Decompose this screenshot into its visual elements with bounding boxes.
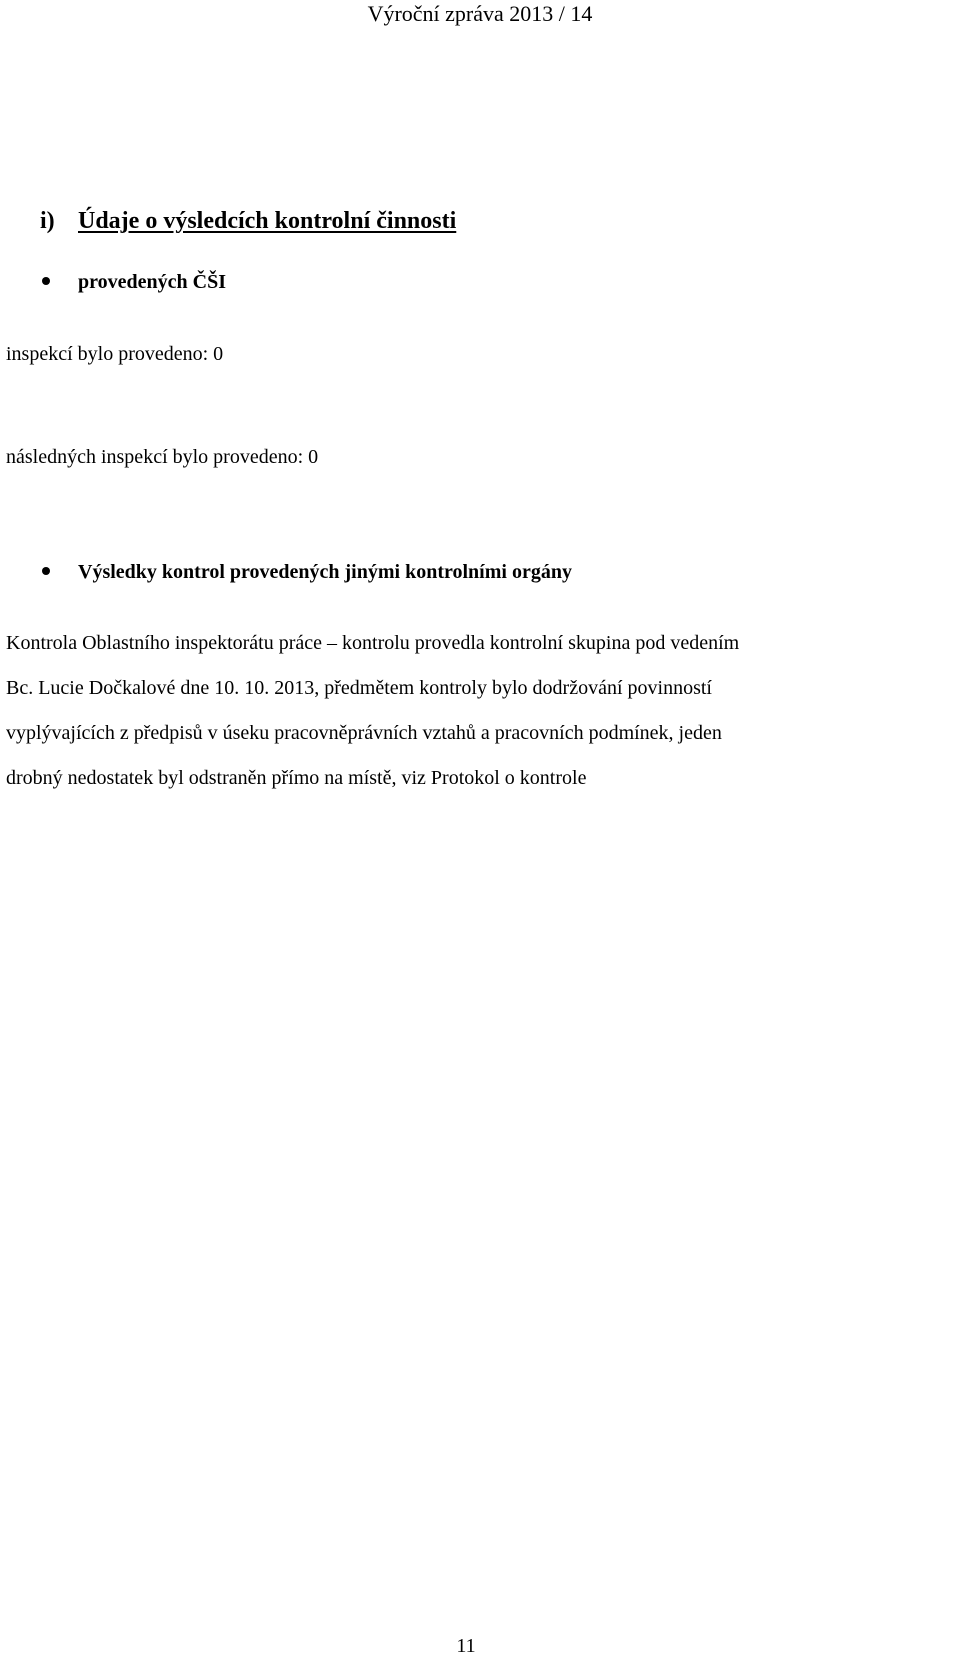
inspection-report-paragraph — [6, 621, 952, 801]
bullet-label: Výsledky kontrol provedených jinými kontrolními orgány — [78, 561, 572, 583]
bullet-item — [42, 271, 226, 294]
bullet-label: provedených ČŠI — [78, 271, 226, 293]
running-header: Výroční zpráva 2013 / 14 — [367, 1, 593, 26]
inspections-count-line: inspekcí bylo provedeno: 0 — [6, 343, 224, 365]
bullet-item — [42, 561, 572, 584]
paragraph-line: Bc. Lucie Dočkalové dne 10. 10. 2013, předmětem kontroly bylo dodržování povinností — [6, 677, 712, 699]
section-title: Údaje o výsledcích kontrolní činnosti — [78, 208, 457, 234]
paragraph-line: Kontrola Oblastního inspektorátu práce – kontrolu provedla kontrolní skupina pod vedením — [6, 632, 740, 654]
section-marker: i) — [40, 208, 55, 234]
section-heading — [40, 208, 456, 235]
follow-up-inspections-line: následných inspekcí bylo provedeno: 0 — [6, 446, 319, 468]
paragraph-line: drobný nedostatek byl odstraněn přímo na místě, viz Protokol o kontrole — [6, 767, 587, 789]
bullet-icon — [42, 567, 50, 575]
paragraph-line: vyplývajících z předpisů v úseku pracovněprávních vztahů a pracovních podmínek, jeden — [6, 722, 722, 744]
page-number: 11 — [456, 1635, 476, 1657]
bullet-icon — [42, 277, 50, 285]
